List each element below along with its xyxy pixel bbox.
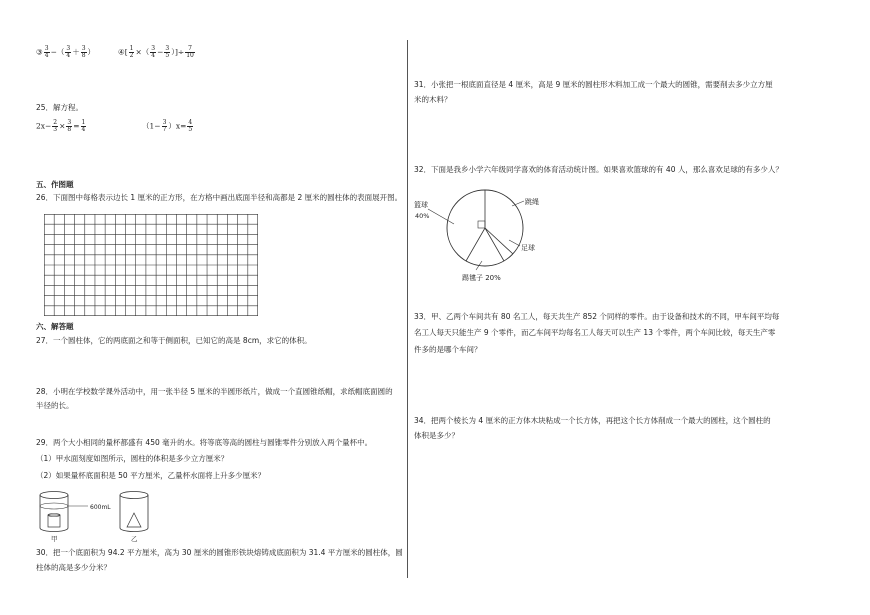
q26-text: 26．下面图中每格表示边长 1 厘米的正方形，在方格中画出底面半径和高都是 2 厘米的圆柱体的表面展开图。	[36, 193, 403, 202]
q33-text-line-2: 名工人每天只能生产 9 个零件，而乙车间平均每名工人每天可以生产 13 个零件，两个车间比较，每天生产零	[414, 328, 776, 337]
cup-mark-label: 600mL	[90, 504, 111, 511]
cup-yi-label: 乙	[131, 535, 138, 543]
measuring-cups-figure	[34, 488, 174, 544]
square-grid	[44, 214, 258, 316]
q30-text-line-2: 柱体的高是多少分米？	[36, 563, 111, 572]
q25-title: 25．解方程。	[36, 103, 84, 112]
q29-sub-2: （2）如果量杯底面积是 50 平方厘米，乙量杯水面将上升多少厘米？	[36, 471, 266, 480]
q29-text: 29．两个大小相同的量杯都盛有 450 毫升的水。将等底等高的圆柱与圆锥零件分别放入两个量杯中。	[36, 438, 373, 447]
cup-yi-icon	[120, 492, 148, 532]
pie-label-shuttlecock: 踢毽子 20%	[462, 274, 501, 282]
pie-label-basketball: 篮球	[414, 201, 428, 209]
q28-text-line-1: 28．小明在学校数学课外活动中，用一张半径 5 厘米的半圆形纸片，做成一个直圆锥纸帽，求纸帽底面圆的	[36, 387, 393, 396]
q28-text-line-2: 半径的长。	[36, 401, 74, 410]
q33-text-line-3: 件多的是哪个车间？	[414, 345, 482, 354]
q32-text: 32．下面是我乡小学六年级同学喜欢的体育活动统计图。如果喜欢篮球的有 40 人，那么喜欢足球的有多少人？	[414, 165, 783, 174]
section-5-heading: 五、作图题	[36, 180, 74, 189]
q29-sub-1: （1）甲水面刻度如图所示，圆柱的体积是多少立方厘米？	[36, 454, 229, 463]
sports-pie-chart	[414, 182, 564, 288]
q33-text-line-1: 33．甲、乙两个车间共有 80 名工人，每天共生产 852 个同样的零件。由于设备和技术的不同，甲车间平均每	[414, 312, 780, 321]
q25-equation-1: 2x− $\frac{2}{3}$ × $\frac{3}{8}$ = $\frac{1}{4}$	[36, 119, 86, 133]
pie-label-basketball-pct: 40%	[415, 212, 430, 220]
pie-label-football: 足球	[521, 244, 535, 252]
q34-text-line-1: 34．把两个棱长为 4 厘米的正方体木块粘成一个长方体，再把这个长方体削成一个最大的圆柱，这个圆柱的	[414, 416, 771, 425]
q31-text-line-1: 31．小张把一根底面直径是 4 厘米，高是 9 厘米的圆柱形木料加工成一个最大的圆锥，需要削去多少立方厘	[414, 80, 773, 89]
q27-text: 27．一个圆柱体，它的两底面之和等于侧面积，已知它的高是 8cm，求它的体积。	[36, 336, 312, 345]
q31-text-line-2: 米的木料？	[414, 95, 452, 104]
q24-expr-4: ④[ $\frac{1}{2}$ ×（ $\frac{3}{4}$ − $\frac{3}{5}$ ）]÷ $\frac{7}{10}$	[118, 45, 194, 59]
q24-expr-3: ③ $\frac{3}{4}$ −（ $\frac{3}{4}$ ＋ $\frac{3}{8}$ ）	[36, 45, 96, 59]
section-6-heading: 六、解答题	[36, 322, 74, 331]
q34-text-line-2: 体积是多少？	[414, 431, 459, 440]
q25-equation-2: （1− $\frac{3}{7}$ ）x= $\frac{4}{5}$	[142, 119, 193, 133]
column-divider	[407, 40, 408, 578]
q30-text-line-1: 30．把一个底面积为 94.2 平方厘米，高为 30 厘米的圆锥形铁块熔铸成底面积为 31.4 平方厘米的圆柱体，圆	[36, 548, 403, 557]
cup-jia-label: 甲	[51, 535, 58, 543]
pie-label-jumprope: 跳绳	[525, 198, 539, 206]
cup-jia-icon	[40, 492, 88, 532]
